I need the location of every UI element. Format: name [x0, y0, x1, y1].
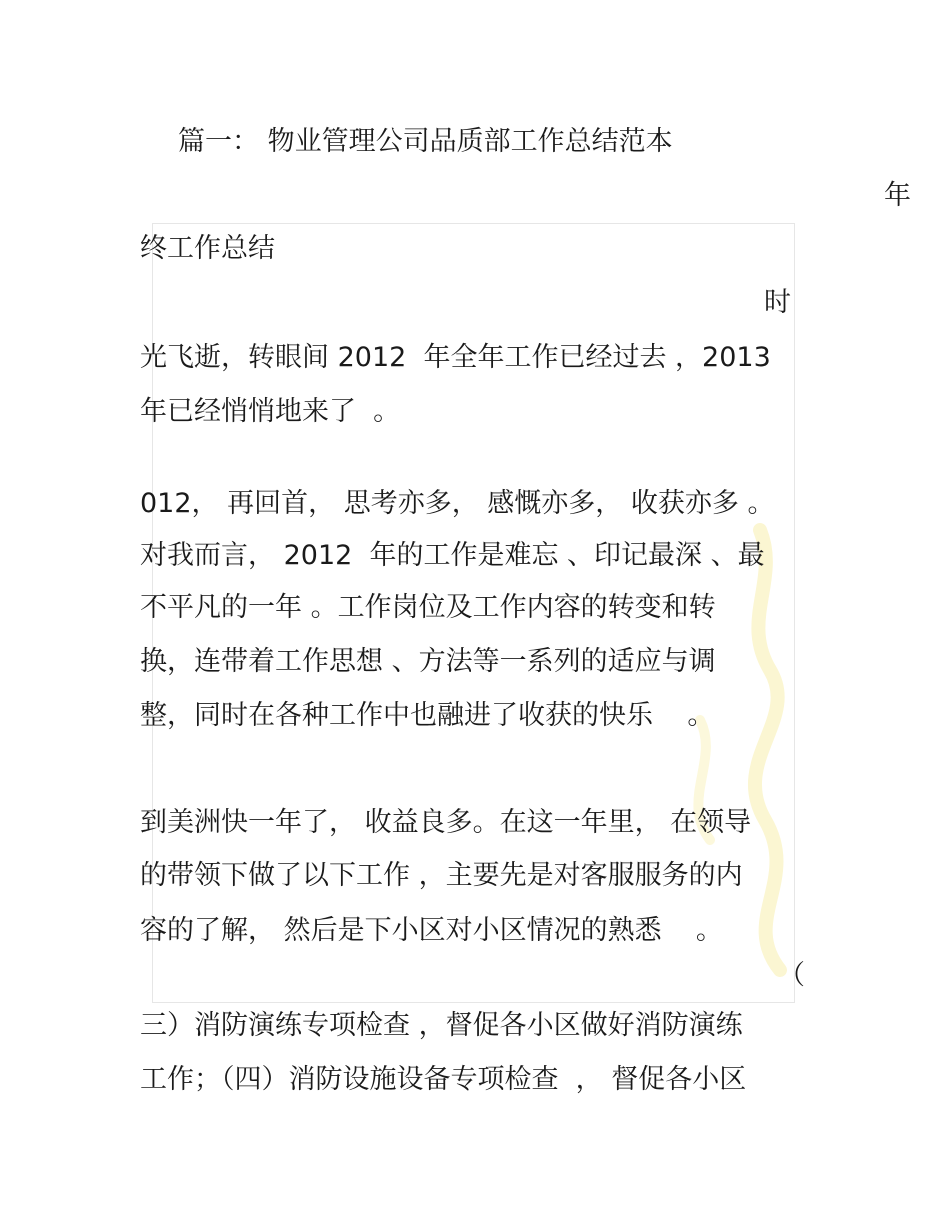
- text-line: 容的了解， 然后是下小区对小区情况的熟悉 。: [140, 915, 723, 946]
- document-title: 篇一： 物业管理公司品质部工作总结范本: [178, 126, 673, 157]
- text-line: 换，连带着工作思想 、方法等一系列的适应与调: [140, 646, 716, 677]
- text-line: 的带领下做了以下工作 ，主要先是对客服服务的内: [140, 860, 743, 891]
- text-line: 终工作总结: [140, 233, 275, 264]
- text-line: 对我而言， 2012 年的工作是难忘 、印记最深 、最: [140, 540, 765, 571]
- text-line: 不平凡的一年 。工作岗位及工作内容的转变和转: [140, 592, 716, 623]
- text-line: 012， 再回首， 思考亦多， 感慨亦多， 收获亦多 。: [140, 488, 775, 519]
- text-line: 时: [764, 287, 791, 318]
- text-line: 光飞逝，转眼间 2012 年全年工作已经过去 ，2013: [140, 342, 771, 373]
- text-line: 到美洲快一年了， 收益良多。在这一年里， 在领导: [140, 807, 752, 838]
- text-line: 年已经悄悄地来了 。: [140, 396, 401, 427]
- text-line: 整，同时在各种工作中也融进了收获的快乐 。: [140, 700, 715, 731]
- text-line: 年: [884, 180, 911, 211]
- text-line: （: [778, 960, 805, 991]
- text-line: 三）消防演练专项检查 ，督促各小区做好消防演练: [140, 1010, 743, 1041]
- text-line: 工作；（四）消防设施设备专项检查 ， 督促各小区: [140, 1064, 747, 1095]
